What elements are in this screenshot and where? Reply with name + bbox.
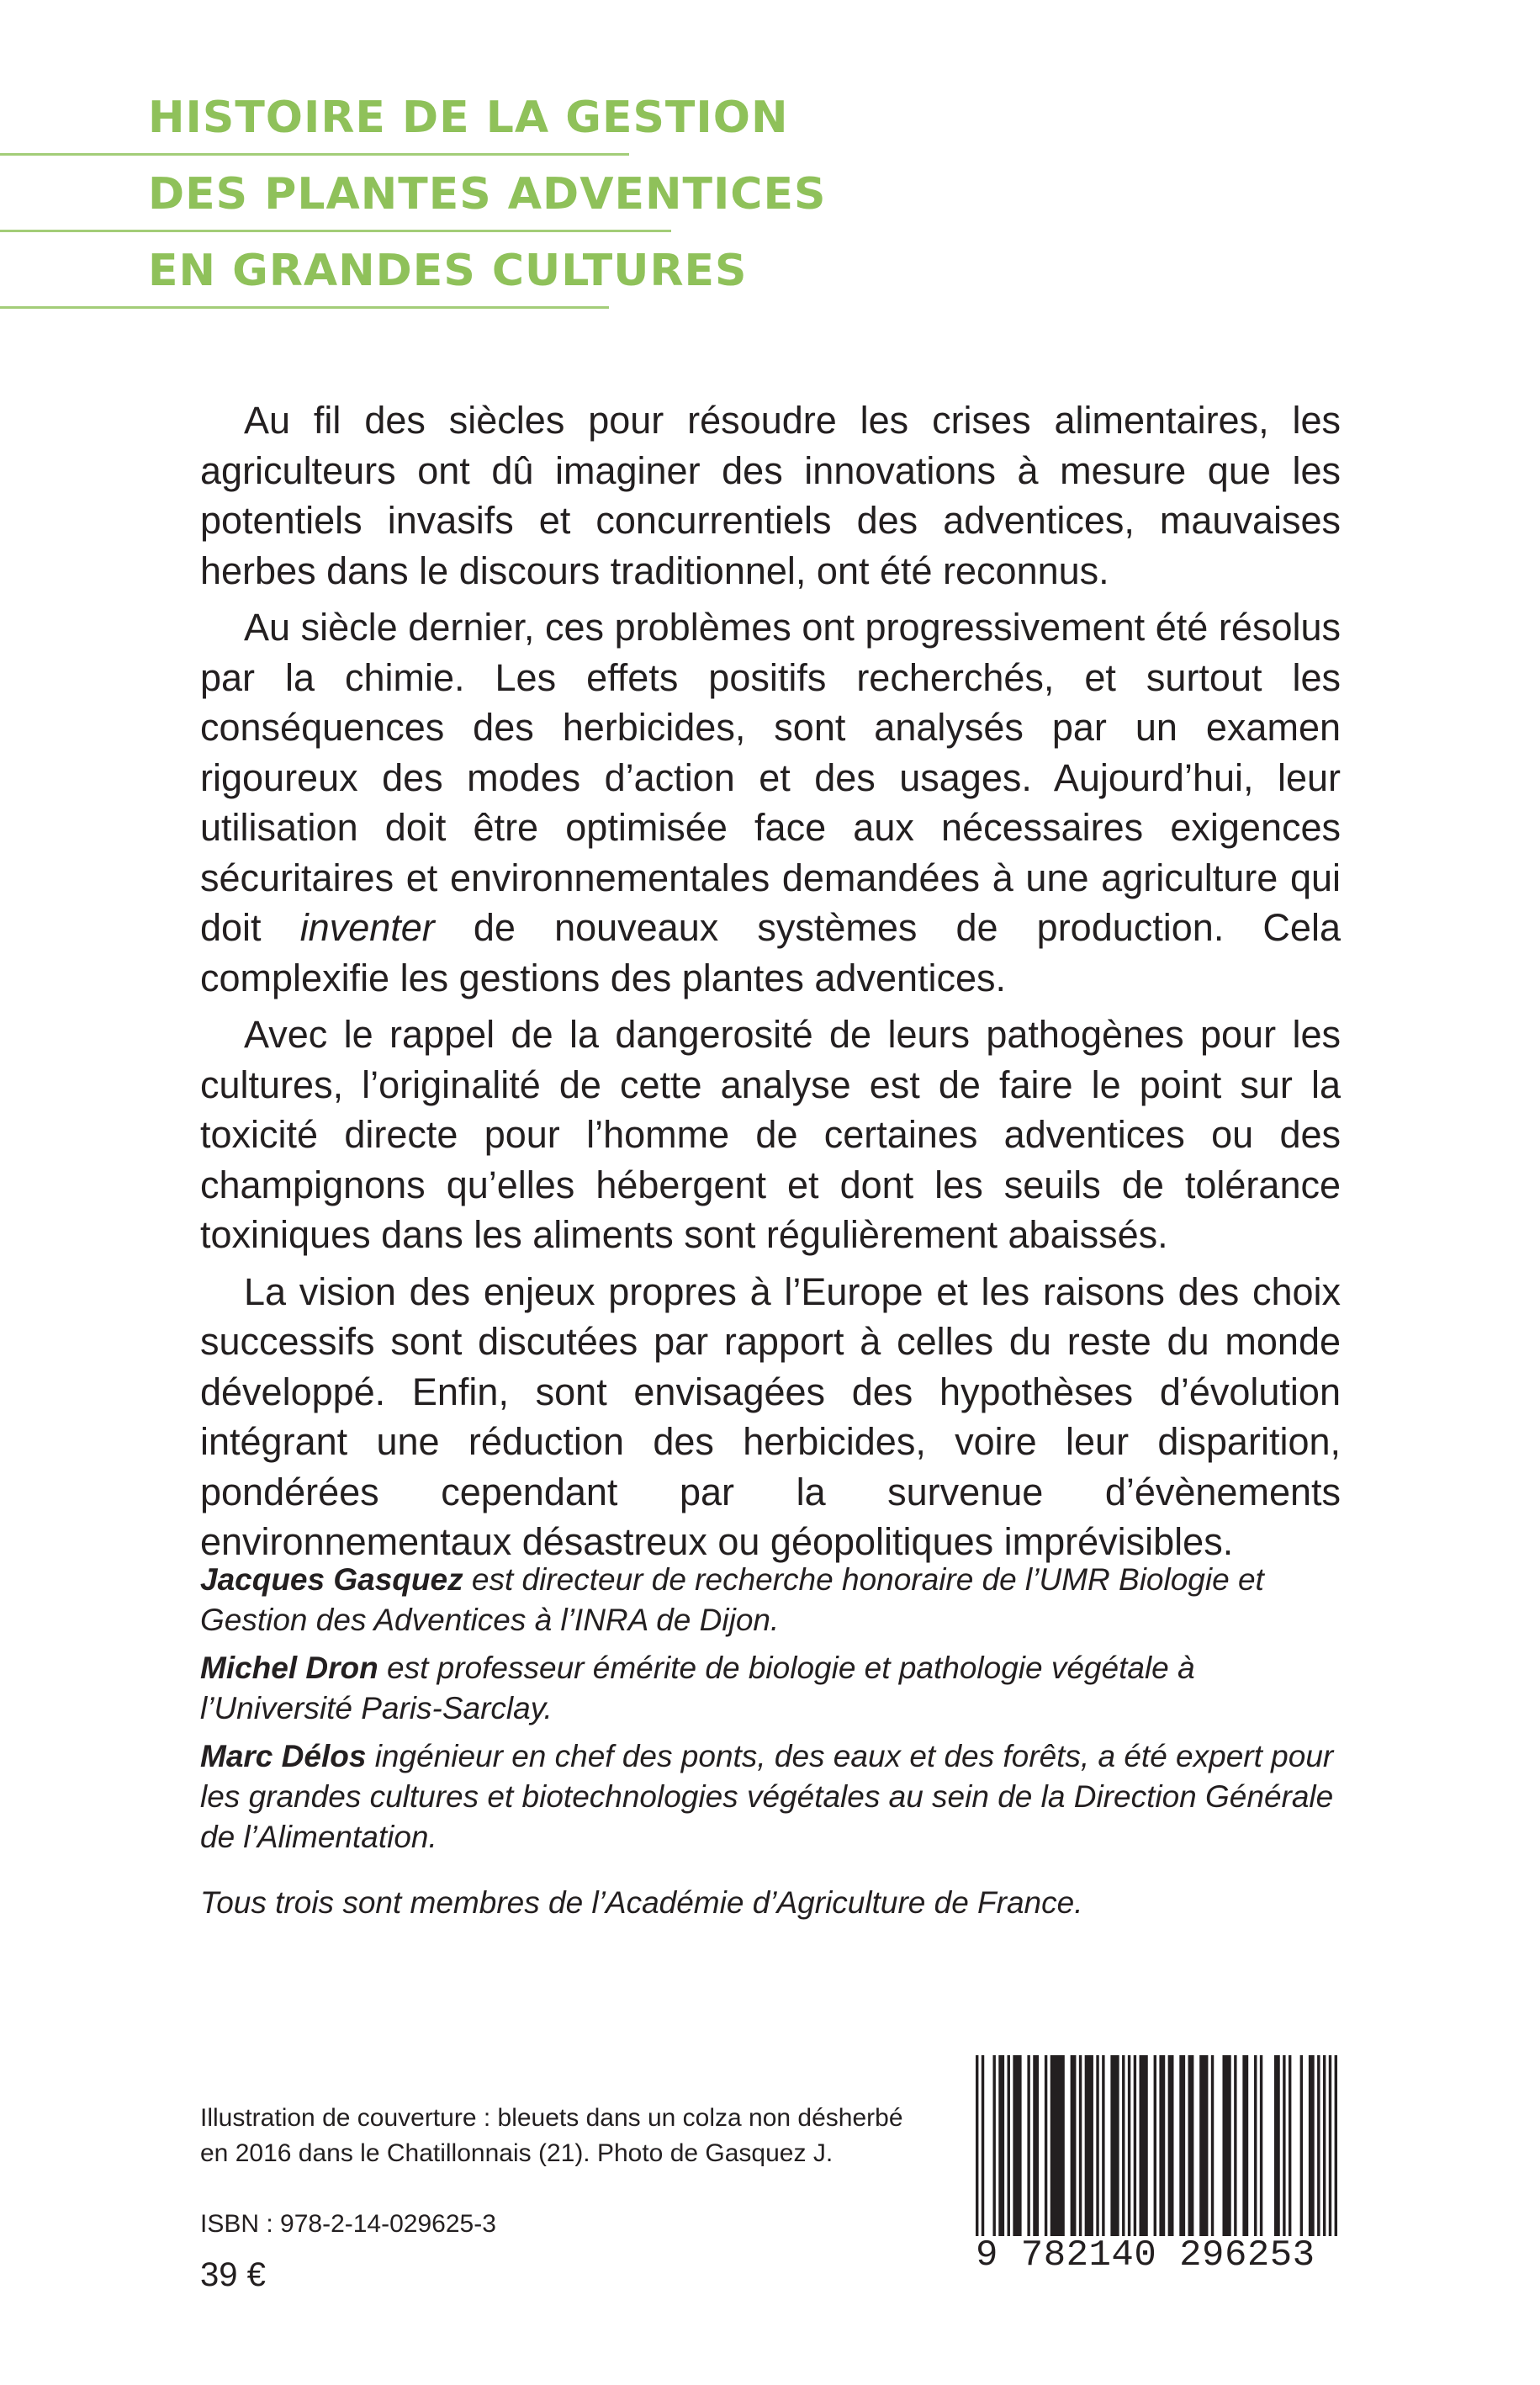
- barcode-bar: [1323, 2055, 1326, 2236]
- blurb-paragraph-2-emphasis: inventer: [299, 906, 435, 949]
- barcode-bar: [1300, 2055, 1303, 2236]
- barcode-bar: [1045, 2055, 1047, 2236]
- blurb-paragraph-1: Au fil des siècles pour résoudre les crises alimentaires, les agriculteurs ont dû imaginer des innovations à mesure que les potentiels invasifs et concurrentiels des adventices, mauvaises herbes dans le discours traditionnel, ont été reconnus.: [200, 399, 1341, 592]
- barcode-bar: [1211, 2055, 1214, 2236]
- barcode-bar: [1317, 2055, 1320, 2236]
- barcode-bar: [1289, 2055, 1291, 2236]
- barcode-bar: [1329, 2055, 1331, 2236]
- barcode-bar: [1071, 2055, 1077, 2236]
- barcode-bar: [1179, 2055, 1185, 2236]
- barcode-bar: [1110, 2055, 1119, 2236]
- barcode-bar: [1309, 2055, 1315, 2236]
- barcode-bar: [1274, 2055, 1280, 2236]
- blurb-paragraph-4: La vision des enjeux propres à l’Europe et les raisons des choix successifs sont discutées par rapport à celles du reste du monde développé. Enfin, sont envisagées des hypothèses d’évolution intégrant une réduction des herbicides, voire leur disparition, pondérées cependant par la survenue d’évènements environnementaux désastreux ou géopolitiques imprévisibles.: [200, 1269, 1341, 1563]
- price: 39 €: [200, 2256, 266, 2293]
- barcode-bar: [976, 2055, 978, 2236]
- isbn: ISBN : 978-2-14-029625-3: [200, 2210, 496, 2238]
- barcode-bar: [1242, 2055, 1248, 2236]
- barcode-bar: [1008, 2055, 1010, 2236]
- author-description: est directeur de recherche honoraire de l’UMR Biologie et Gestion des Adventices à l’INRA de Dijon.: [200, 1562, 1264, 1637]
- barcode-bar: [1096, 2055, 1098, 2236]
- barcode-bar: [1222, 2055, 1230, 2236]
- author-bio: [200, 1736, 1341, 1858]
- blurb-paragraph-2-start: Au siècle dernier, ces problèmes ont progressivement été résolus par la chimie. Les effets positifs recherchés, et surtout les conséquences des herbicides, sont analysés par un examen rigoureux des modes d’action et des usages. Aujourd’hui, leur utilisation doit être optimisée face aux nécessaires exigences sécuritaires et environnementales demandées à une agriculture qui doit: [200, 606, 1341, 949]
- title-line-1: HISTOIRE DE LA GESTION: [0, 93, 629, 156]
- barcode-bar: [992, 2055, 995, 2236]
- author-name: Jacques Gasquez: [200, 1562, 463, 1597]
- barcode-bar: [1079, 2055, 1082, 2236]
- barcode-bar: [1102, 2055, 1104, 2236]
- blurb-paragraph-2: [200, 602, 1341, 1003]
- barcode-bar: [1085, 2055, 1093, 2236]
- blurb: [200, 395, 1341, 1574]
- barcode-bar: [1199, 2055, 1208, 2236]
- author-description: ingénieur en chef des ponts, des eaux et des forêts, a été expert pour les grandes cultures et biotechnologies végétales au sein de la Direction Générale de l’Alimentation.: [200, 1739, 1334, 1854]
- barcode-digits: 9 782140 296253: [976, 2234, 1315, 2276]
- barcode-bar: [1188, 2055, 1194, 2236]
- blurb-paragraph-3: Avec le rappel de la dangerosité de leurs pathogènes pour les cultures, l’originalité de cette analyse est de faire le point sur la toxicité directe pour l’homme de certaines adventices ou des champignons qu’elles hébergent et dont les seuils de tolérance toxiniques dans les aliments sont régulièrement abaissés.: [200, 1013, 1341, 1256]
- cover-credit-line-2: en 2016 dans le Chatillonnais (21). Photo de Gasquez J.: [200, 2139, 834, 2167]
- barcode-bar: [1134, 2055, 1136, 2236]
- authors-closing-note: Tous trois sont membres de l’Académie d’Agriculture de France.: [200, 1885, 1083, 1920]
- author-bios: [200, 1560, 1341, 1931]
- blurb-paragraph-2-end: de nouveaux systèmes de production. Cela complexifie les gestions des plantes adventices.: [200, 906, 1341, 999]
- cover-credit: [200, 2101, 957, 2171]
- barcode-bar: [998, 2055, 1004, 2236]
- barcode-bar: [1154, 2055, 1156, 2236]
- title-line-3: EN GRANDES CULTURES: [0, 246, 609, 309]
- barcode-bar: [1335, 2055, 1337, 2236]
- barcode-bar: [1254, 2055, 1257, 2236]
- barcode-bar: [1122, 2055, 1125, 2236]
- author-bio: [200, 1648, 1341, 1729]
- barcode-bar: [1168, 2055, 1174, 2236]
- title-block: [0, 93, 827, 322]
- barcode-graphic: [976, 2055, 1337, 2236]
- barcode-bar: [1027, 2055, 1029, 2236]
- barcode-bar: [1033, 2055, 1039, 2236]
- author-description: est professeur émérite de biologie et pathologie végétale à l’Université Paris-Sarclay.: [200, 1651, 1195, 1725]
- author-name: Michel Dron: [200, 1651, 378, 1685]
- barcode-bar: [1234, 2055, 1236, 2236]
- barcode-bar: [1140, 2055, 1148, 2236]
- barcode-bar: [1013, 2055, 1021, 2236]
- author-bio: [200, 1560, 1341, 1640]
- barcode-bar: [1159, 2055, 1165, 2236]
- title-line-2: DES PLANTES ADVENTICES: [0, 169, 671, 232]
- barcode-bar: [1128, 2055, 1130, 2236]
- barcode-bar: [982, 2055, 984, 2236]
- barcode-bar: [1050, 2055, 1065, 2236]
- author-name: Marc Délos: [200, 1739, 367, 1773]
- barcode-bar: [1283, 2055, 1285, 2236]
- barcode-bar: [1260, 2055, 1262, 2236]
- cover-credit-line-1: Illustration de couverture : bleuets dans un colza non désherbé: [200, 2104, 903, 2132]
